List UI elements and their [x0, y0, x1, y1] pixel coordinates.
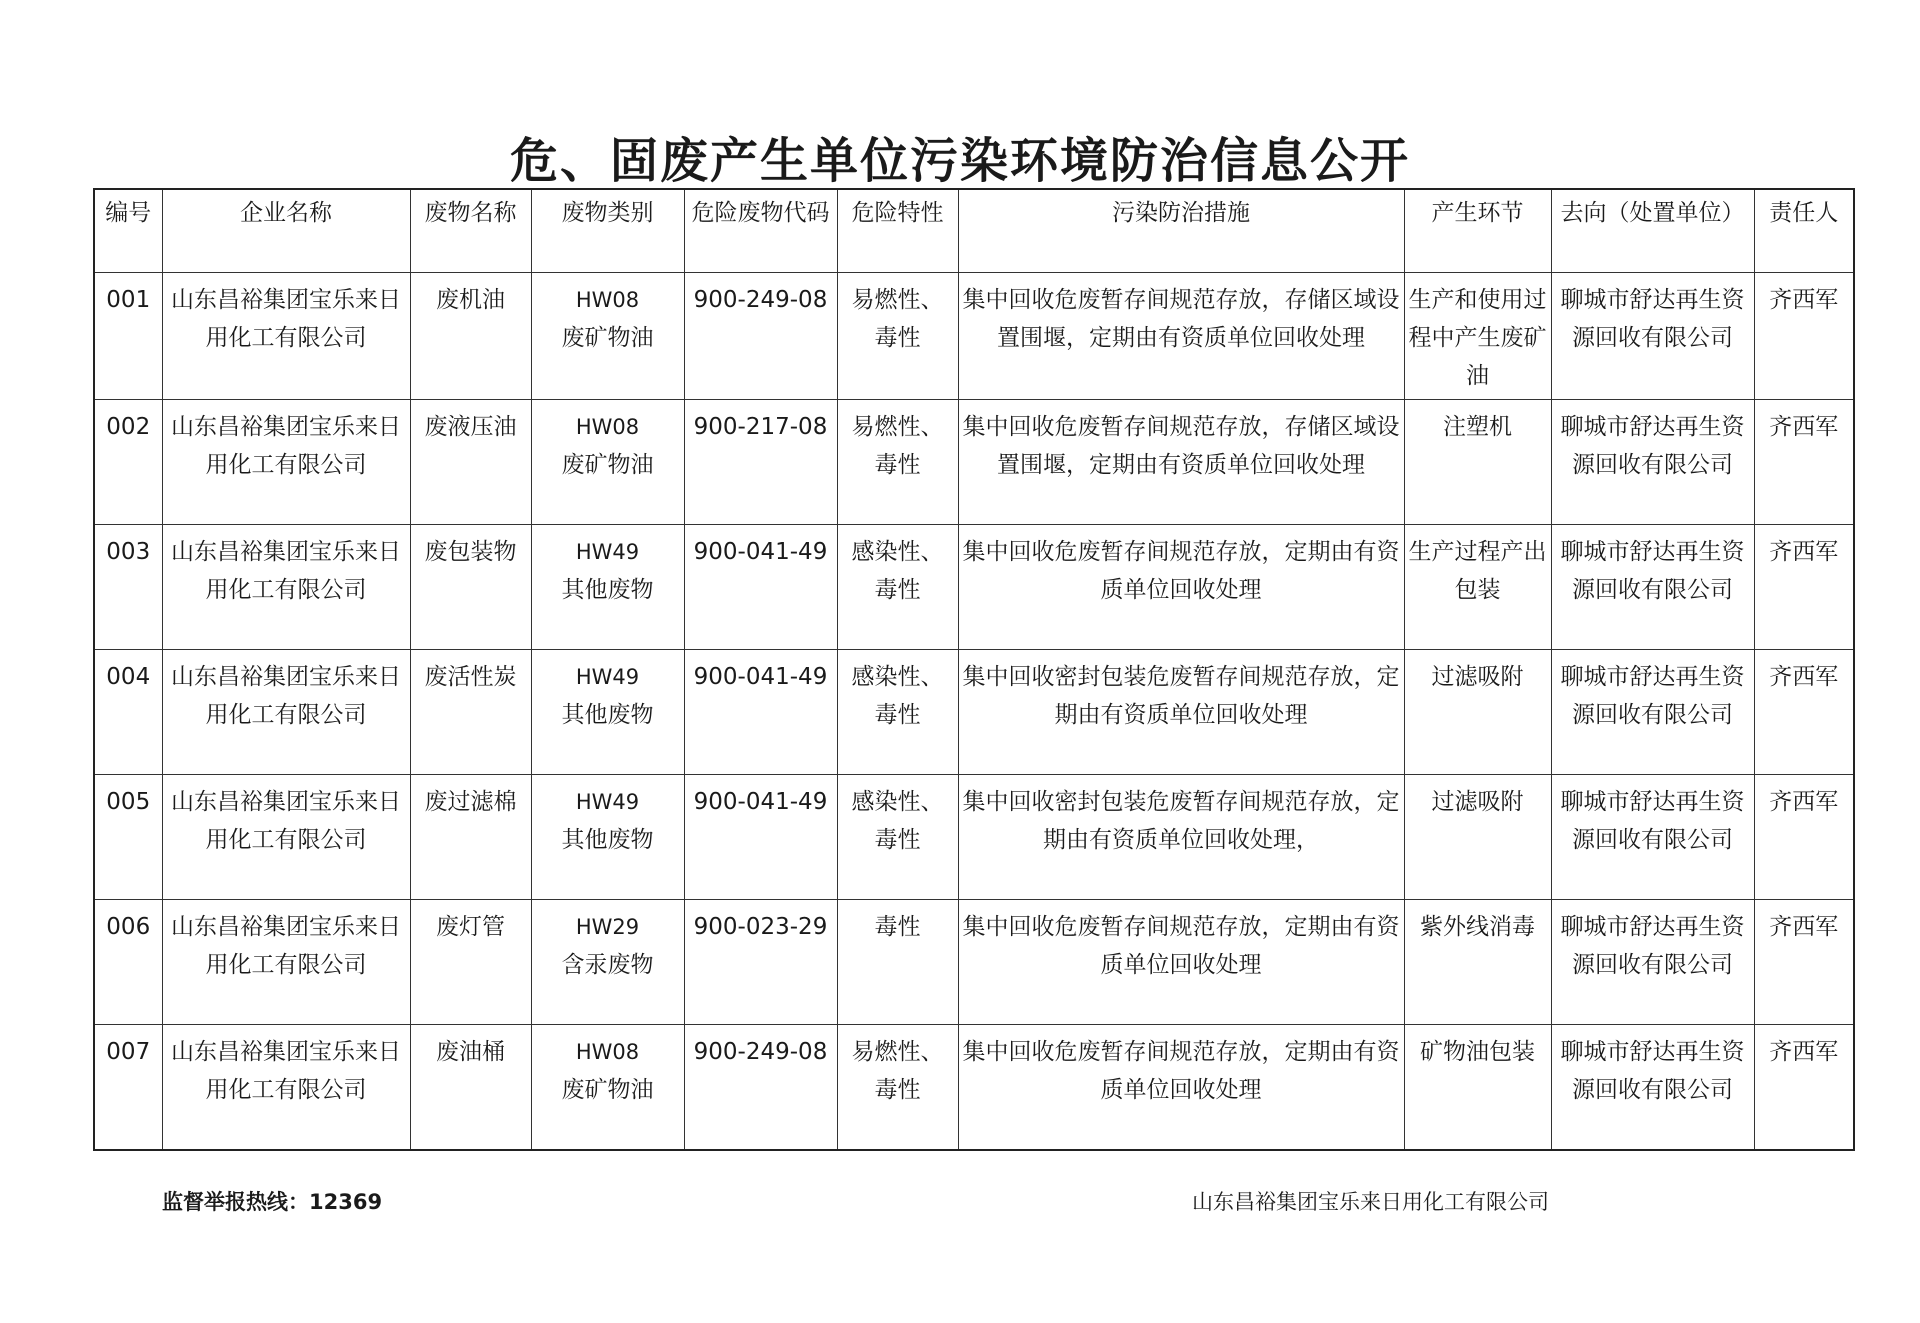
cell-stage: 注塑机 [1404, 400, 1551, 525]
cell-no: 002 [94, 400, 162, 525]
cell-hazard-code: 900-041-49 [684, 525, 837, 650]
cell-no: 001 [94, 273, 162, 400]
cell-person: 齐西军 [1754, 650, 1854, 775]
cell-stage: 生产过程产出包装 [1404, 525, 1551, 650]
cell-hazard-code: 900-249-08 [684, 273, 837, 400]
cell-no: 007 [94, 1025, 162, 1151]
waste-category-code: HW08 [575, 288, 640, 312]
table-row [94, 525, 1854, 650]
col-header-destination: 去向（处置单位） [1551, 189, 1754, 273]
cell-waste-name: 废液压油 [410, 400, 531, 525]
cell-destination: 聊城市舒达再生资源回收有限公司 [1551, 775, 1754, 900]
cell-hazard-property: 感染性、毒性 [837, 525, 958, 650]
cell-no: 004 [94, 650, 162, 775]
table-row [94, 650, 1854, 775]
waste-category-name: 废矿物油 [561, 1077, 654, 1103]
cell-person: 齐西军 [1754, 525, 1854, 650]
waste-category-name: 含汞废物 [561, 952, 654, 978]
cell-company: 山东昌裕集团宝乐来日用化工有限公司 [162, 525, 410, 650]
col-header-stage: 产生环节 [1404, 189, 1551, 273]
cell-hazard-property: 毒性 [837, 900, 958, 1025]
hotline-text: 监督举报热线：12369 [162, 1190, 383, 1214]
waste-category-code: HW29 [575, 915, 640, 939]
cell-person: 齐西军 [1754, 775, 1854, 900]
col-header-hazard-code: 危险废物代码 [684, 189, 837, 273]
waste-category-code: HW49 [575, 790, 640, 814]
cell-waste-name: 废过滤棉 [410, 775, 531, 900]
cell-waste-name: 废活性炭 [410, 650, 531, 775]
cell-waste-name: 废包装物 [410, 525, 531, 650]
cell-hazard-property: 感染性、毒性 [837, 650, 958, 775]
col-header-no: 编号 [94, 189, 162, 273]
col-header-company: 企业名称 [162, 189, 410, 273]
cell-measures: 集中回收危废暂存间规范存放，定期由有资质单位回收处理 [958, 525, 1404, 650]
cell-stage: 过滤吸附 [1404, 650, 1551, 775]
cell-hazard-code: 900-041-49 [684, 650, 837, 775]
table-header-row [94, 189, 1854, 273]
cell-company: 山东昌裕集团宝乐来日用化工有限公司 [162, 1025, 410, 1151]
cell-waste-name: 废机油 [410, 273, 531, 400]
cell-no: 006 [94, 900, 162, 1025]
table-row [94, 273, 1854, 400]
cell-no: 005 [94, 775, 162, 900]
cell-company: 山东昌裕集团宝乐来日用化工有限公司 [162, 900, 410, 1025]
cell-hazard-property: 易燃性、毒性 [837, 400, 958, 525]
cell-destination: 聊城市舒达再生资源回收有限公司 [1551, 400, 1754, 525]
cell-hazard-code: 900-217-08 [684, 400, 837, 525]
cell-company: 山东昌裕集团宝乐来日用化工有限公司 [162, 273, 410, 400]
page-title: 危、固废产生单位污染环境防治信息公开 [509, 133, 1410, 189]
cell-destination: 聊城市舒达再生资源回收有限公司 [1551, 650, 1754, 775]
waste-category-code: HW49 [575, 665, 640, 689]
waste-category-name: 废矿物油 [561, 325, 654, 351]
cell-measures: 集中回收危废暂存间规范存放，定期由有资质单位回收处理 [958, 1025, 1404, 1151]
cell-company: 山东昌裕集团宝乐来日用化工有限公司 [162, 400, 410, 525]
waste-category-code: HW08 [575, 1040, 640, 1064]
cell-measures: 集中回收危废暂存间规范存放，存储区域设置围堰，定期由有资质单位回收处理 [958, 400, 1404, 525]
cell-hazard-code: 900-023-29 [684, 900, 837, 1025]
col-header-waste-category: 废物类别 [531, 189, 684, 273]
cell-waste-category [531, 900, 684, 1025]
table-row [94, 900, 1854, 1025]
cell-stage: 过滤吸附 [1404, 775, 1551, 900]
col-header-waste-name: 废物名称 [410, 189, 531, 273]
cell-stage: 矿物油包装 [1404, 1025, 1551, 1151]
col-header-hazard-property: 危险特性 [837, 189, 958, 273]
cell-person: 齐西军 [1754, 400, 1854, 525]
cell-company: 山东昌裕集团宝乐来日用化工有限公司 [162, 775, 410, 900]
waste-info-table [93, 188, 1855, 1151]
table-row [94, 400, 1854, 525]
cell-person: 齐西军 [1754, 273, 1854, 400]
footer-company-name: 山东昌裕集团宝乐来日用化工有限公司 [1192, 1190, 1549, 1214]
cell-destination: 聊城市舒达再生资源回收有限公司 [1551, 525, 1754, 650]
cell-hazard-code: 900-249-08 [684, 1025, 837, 1151]
waste-category-name: 其他废物 [561, 577, 654, 603]
cell-measures: 集中回收危废暂存间规范存放，定期由有资质单位回收处理 [958, 900, 1404, 1025]
table-row [94, 1025, 1854, 1151]
cell-stage: 生产和使用过程中产生废矿油 [1404, 273, 1551, 400]
cell-waste-category [531, 400, 684, 525]
cell-no: 003 [94, 525, 162, 650]
cell-waste-category [531, 525, 684, 650]
cell-destination: 聊城市舒达再生资源回收有限公司 [1551, 273, 1754, 400]
waste-category-name: 其他废物 [561, 827, 654, 853]
waste-category-name: 废矿物油 [561, 452, 654, 478]
cell-measures: 集中回收密封包装危废暂存间规范存放，定期由有资质单位回收处理， [958, 775, 1404, 900]
cell-person: 齐西军 [1754, 900, 1854, 1025]
col-header-person: 责任人 [1754, 189, 1854, 273]
table-row [94, 775, 1854, 900]
waste-category-name: 其他废物 [561, 702, 654, 728]
cell-waste-category [531, 273, 684, 400]
cell-waste-category [531, 775, 684, 900]
cell-waste-category [531, 650, 684, 775]
cell-measures: 集中回收密封包装危废暂存间规范存放，定期由有资质单位回收处理 [958, 650, 1404, 775]
cell-waste-category [531, 1025, 684, 1151]
cell-waste-name: 废油桶 [410, 1025, 531, 1151]
cell-person: 齐西军 [1754, 1025, 1854, 1151]
cell-waste-name: 废灯管 [410, 900, 531, 1025]
cell-company: 山东昌裕集团宝乐来日用化工有限公司 [162, 650, 410, 775]
cell-destination: 聊城市舒达再生资源回收有限公司 [1551, 900, 1754, 1025]
cell-measures: 集中回收危废暂存间规范存放，存储区域设置围堰，定期由有资质单位回收处理 [958, 273, 1404, 400]
cell-destination: 聊城市舒达再生资源回收有限公司 [1551, 1025, 1754, 1151]
waste-category-code: HW08 [575, 415, 640, 439]
cell-stage: 紫外线消毒 [1404, 900, 1551, 1025]
cell-hazard-code: 900-041-49 [684, 775, 837, 900]
cell-hazard-property: 感染性、毒性 [837, 775, 958, 900]
col-header-measures: 污染防治措施 [958, 189, 1404, 273]
cell-hazard-property: 易燃性、毒性 [837, 273, 958, 400]
cell-hazard-property: 易燃性、毒性 [837, 1025, 958, 1151]
waste-category-code: HW49 [575, 540, 640, 564]
